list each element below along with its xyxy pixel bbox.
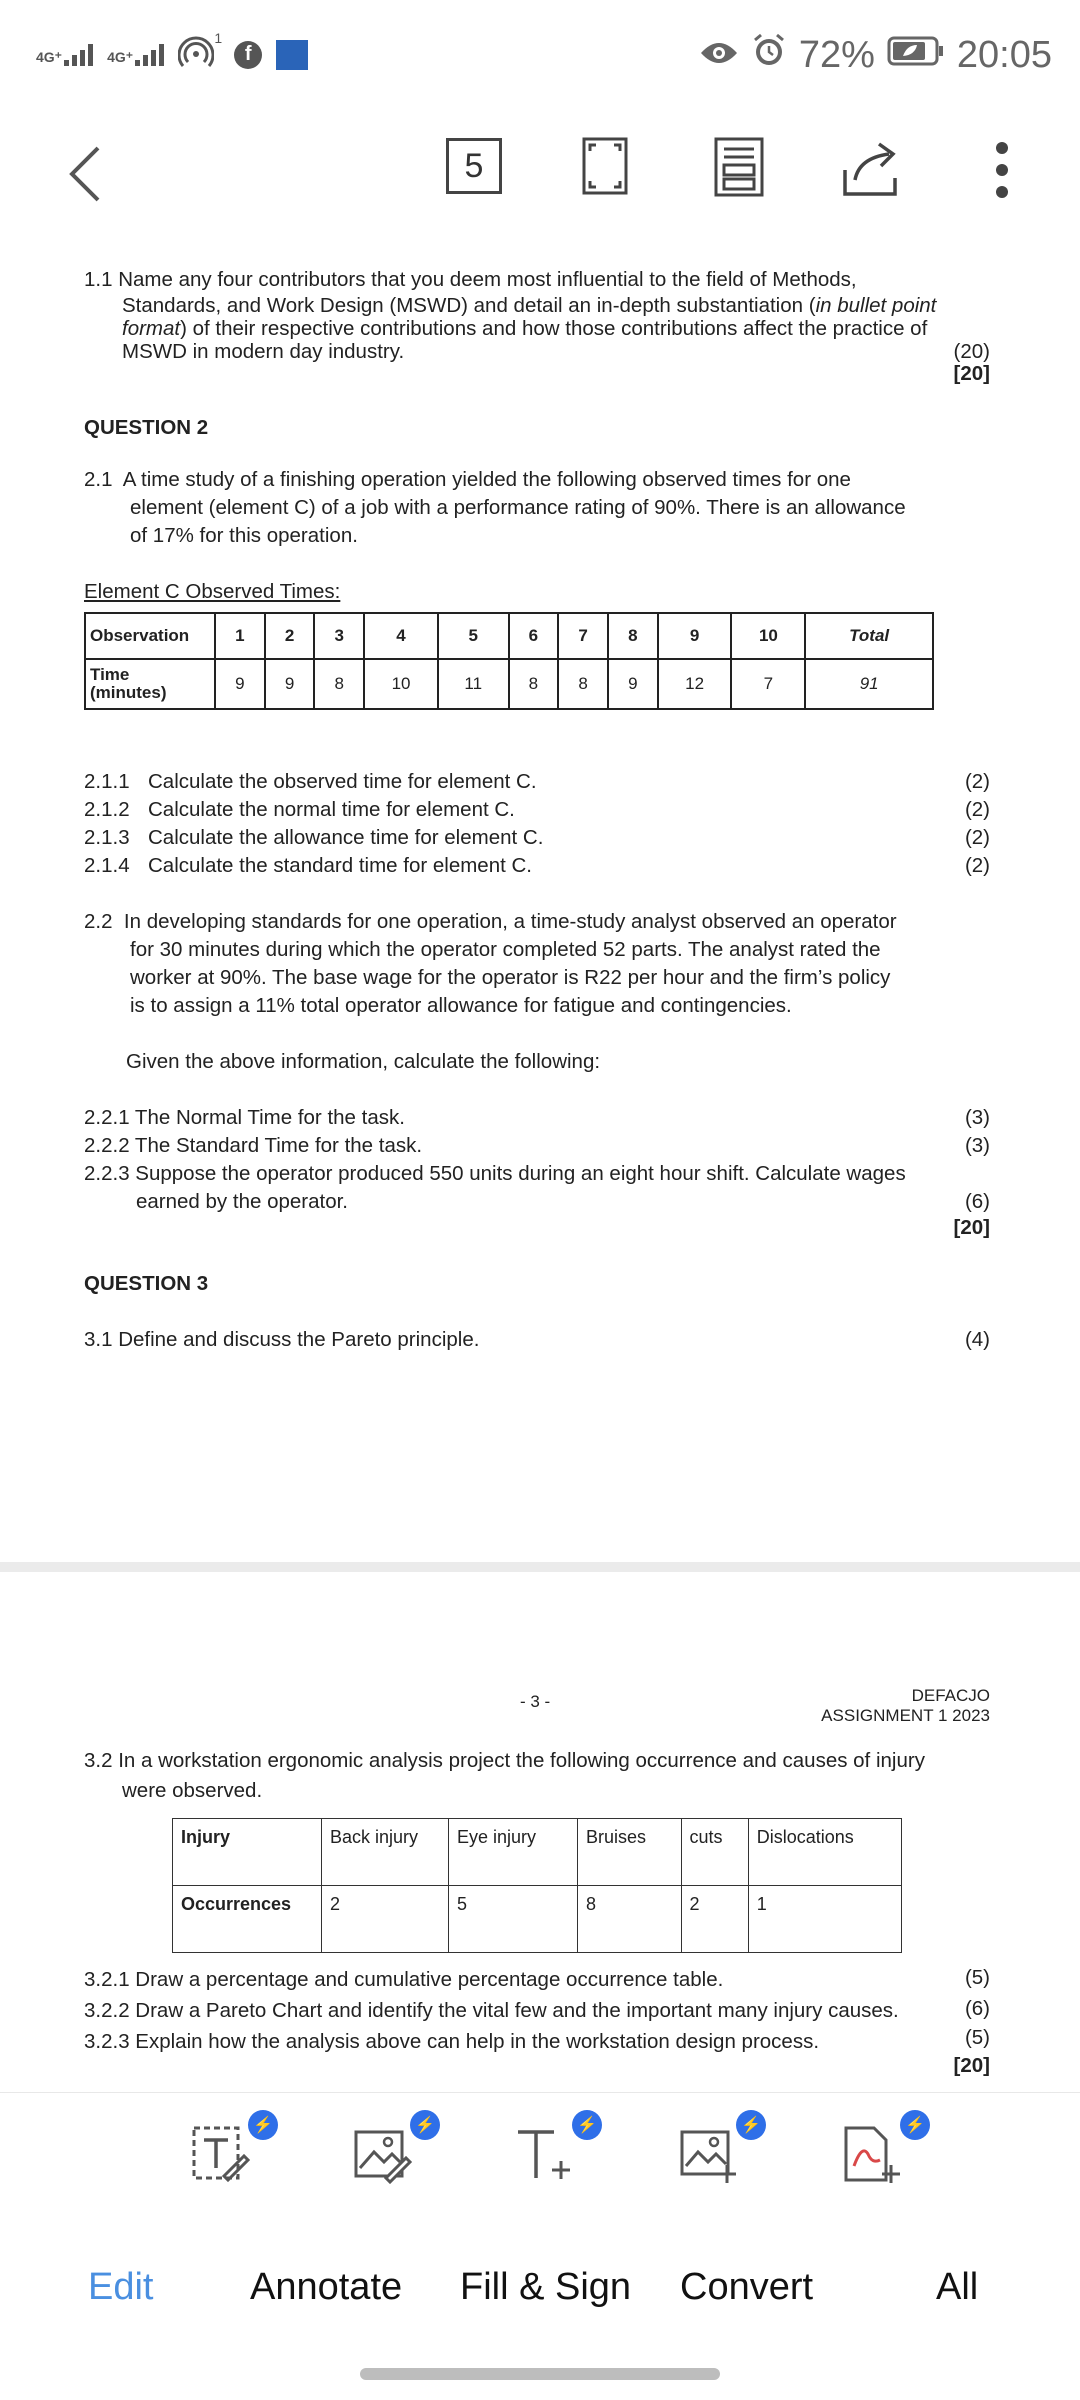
list-item: 3.2.1 Draw a percentage and cumulative percentage occurrence table. — [84, 1968, 724, 1991]
table-cell: 8 — [314, 659, 364, 709]
mark-2-1-2: (2) — [964, 798, 990, 821]
question-3-heading: QUESTION 3 — [84, 1272, 209, 1295]
table-header-cell: 9 — [658, 613, 732, 659]
question-1-1: 1.1 Name any four contributors that you deem most influential to the field of Methods, Standards, and Work Design (MSWD) and detail an in-depth substantiation (in bullet point format) of their respective contributions and how those contributions affect the practice of MSWD in modern day industry. — [84, 268, 937, 363]
table-row — [85, 659, 933, 709]
network-indicator-1: 4G⁺ — [36, 44, 93, 66]
list-item: 2.1.2 Calculate the normal time for element C. — [84, 798, 515, 821]
table-header-cell: Total — [805, 613, 933, 659]
list-item: 2.1.4 Calculate the standard time for element C. — [84, 854, 532, 877]
network-indicator-2: 4G⁺ — [107, 44, 164, 66]
viewer-toolbar — [0, 110, 1080, 241]
table-header-cell: Observation — [85, 613, 215, 659]
edit-text-icon — [190, 2124, 250, 2184]
mark-1-1: (20) — [953, 340, 990, 363]
mark-2-1-1: (2) — [964, 770, 990, 793]
eye-icon — [699, 34, 739, 77]
home-indicator[interactable] — [360, 2368, 720, 2380]
document-page — [0, 240, 1080, 1562]
page-header-right: DEFACJO ASSIGNMENT 1 2023 — [821, 1686, 990, 1725]
table-header-cell: 3 — [314, 613, 364, 659]
question-2-2: 2.2 In developing standards for one operation, a time-study analyst observed an operator for 30 minutes during which the operator completed 52 parts. The analyst rated the worker at 90%. The base wage for the operator is R22 per hour and the firm’s policy is to assign a 11% total operator allowance for fatigue and contingencies. — [84, 910, 897, 1017]
more-vertical-icon — [994, 140, 1010, 200]
premium-badge-icon: ⚡ — [900, 2110, 930, 2140]
bottom-tab-bar — [0, 2224, 1080, 2354]
table-header-cell: 6 — [509, 613, 559, 659]
injury-table — [172, 1818, 902, 1953]
table-header-row — [173, 1819, 902, 1886]
table-header-cell: 7 — [558, 613, 608, 659]
tab-edit[interactable]: Edit — [88, 2266, 154, 2308]
table-cell: 7 — [731, 659, 805, 709]
edit-image-tool[interactable] — [352, 2117, 435, 2186]
list-item: 2.1.1 Calculate the observed time for element C. — [84, 770, 537, 793]
alarm-icon — [751, 32, 787, 78]
table-caption: Element C Observed Times: — [84, 580, 341, 603]
table-header-cell: Back injury — [322, 1819, 449, 1886]
sub-questions-3-2 — [84, 1964, 1004, 2057]
question-1-total: [20] — [953, 362, 990, 385]
table-header-cell: 8 — [608, 613, 658, 659]
share-button[interactable] — [838, 134, 902, 200]
list-item: 2.1.3 Calculate the allowance time for element C. — [84, 826, 544, 849]
add-text-icon — [514, 2124, 574, 2184]
table-cell: 2 — [322, 1886, 449, 1953]
question-2-1: 2.1 A time study of a finishing operation yielded the following observed times for one element (element C) of a job with a performance rating of 90%. There is an allowance of 17% for this operation. — [84, 468, 906, 547]
table-header-cell: 2 — [265, 613, 315, 659]
hotspot-icon: 1 — [178, 36, 214, 73]
table-cell: 9 — [215, 659, 265, 709]
add-image-icon — [678, 2124, 738, 2184]
instruction-text: Given the above information, calculate the following: — [126, 1050, 601, 1073]
battery-icon — [887, 34, 945, 77]
mark-3-2-3: (5) — [964, 2026, 990, 2049]
chevron-left-icon — [66, 144, 102, 204]
reading-mode-button[interactable] — [714, 136, 764, 198]
document-view-icon — [714, 137, 764, 197]
table-header-cell: Injury — [173, 1819, 322, 1886]
list-item: 2.2.1 The Normal Time for the task. — [84, 1106, 405, 1129]
table-header-cell: 1 — [215, 613, 265, 659]
list-item: 2.2.3 Suppose the operator produced 550 units during an eight hour shift. Calculate wages — [84, 1162, 906, 1185]
premium-badge-icon: ⚡ — [736, 2110, 766, 2140]
premium-badge-icon: ⚡ — [410, 2110, 440, 2140]
table-row-label: Occurrences — [173, 1886, 322, 1953]
edit-image-icon — [352, 2124, 412, 2184]
table-header-cell: Dislocations — [748, 1819, 901, 1886]
list-item: 2.2.2 The Standard Time for the task. — [84, 1134, 423, 1157]
signal-icon — [135, 44, 164, 66]
premium-badge-icon: ⚡ — [572, 2110, 602, 2140]
mark-2-2-3: (6) — [964, 1190, 990, 1213]
battery-percent: 72% — [798, 33, 875, 76]
table-row — [173, 1886, 902, 1953]
edit-text-tool[interactable] — [190, 2117, 273, 2186]
page-number-button[interactable]: 5 — [446, 138, 502, 194]
table-cell: 9 — [265, 659, 315, 709]
signal-icon — [64, 44, 93, 66]
table-cell: 8 — [509, 659, 559, 709]
fullscreen-icon — [582, 137, 628, 195]
clock: 20:05 — [956, 33, 1052, 76]
question-2-total: [20] — [953, 1216, 990, 1239]
table-header-cell: 4 — [364, 613, 438, 659]
table-header-cell: Eye injury — [449, 1819, 578, 1886]
more-options-button[interactable] — [980, 138, 1024, 202]
observed-times-table — [84, 612, 934, 710]
page-number-footer: - 3 - — [520, 1692, 551, 1711]
table-cell: 2 — [681, 1886, 748, 1953]
table-cell: 8 — [558, 659, 608, 709]
fullscreen-button[interactable] — [582, 136, 628, 196]
table-header-cell: cuts — [681, 1819, 748, 1886]
table-cell: 1 — [748, 1886, 901, 1953]
question-3-2: 3.2 In a workstation ergonomic analysis project the following occurrence and causes of injury were observed. — [84, 1749, 925, 1802]
tab-fill-sign[interactable]: Fill & Sign — [460, 2266, 632, 2308]
tab-convert[interactable]: Convert — [680, 2266, 814, 2308]
mark-3-2-2: (6) — [964, 1997, 990, 2020]
question-3-total: [20] — [953, 2054, 990, 2077]
question-3-1: 3.1 Define and discuss the Pareto principle. — [84, 1328, 480, 1351]
mark-2-2-2: (3) — [964, 1134, 990, 1157]
document-page — [0, 1572, 1080, 2092]
status-bar — [0, 0, 1080, 110]
mark-3-2-1: (5) — [964, 1966, 990, 1989]
table-header-cell: Bruises — [578, 1819, 682, 1886]
table-cell: 12 — [658, 659, 732, 709]
mark-3-1: (4) — [964, 1328, 990, 1351]
add-text-tool[interactable] — [514, 2117, 597, 2186]
table-header-cell: 10 — [731, 613, 805, 659]
mark-2-1-3: (2) — [964, 826, 990, 849]
mark-2-1-4: (2) — [964, 854, 990, 877]
page-separator — [0, 1562, 1080, 1572]
app-notification-icon — [276, 40, 308, 70]
list-item: 3.2.2 Draw a Pareto Chart and identify the vital few and the important many injury causes. — [84, 1999, 899, 2022]
mark-2-2-1: (3) — [964, 1106, 990, 1129]
tab-all[interactable]: All — [936, 2266, 979, 2308]
create-pdf-icon — [842, 2124, 902, 2184]
table-row-label: Time (minutes) — [85, 659, 215, 709]
facebook-icon: f — [234, 41, 262, 69]
add-image-tool[interactable] — [678, 2117, 761, 2186]
table-header-row — [85, 613, 933, 659]
table-cell: 11 — [438, 659, 509, 709]
sub-questions-2-1 — [84, 768, 984, 880]
table-cell: 91 — [805, 659, 933, 709]
table-header-cell: 5 — [438, 613, 509, 659]
premium-badge-icon: ⚡ — [248, 2110, 278, 2140]
table-cell: 8 — [578, 1886, 682, 1953]
back-button[interactable] — [54, 134, 114, 214]
table-cell: 5 — [449, 1886, 578, 1953]
table-cell: 9 — [608, 659, 658, 709]
sub-questions-2-2: 2.2.1 The Normal Time for the task. 2.2.2 The Standard Time for the task. 2.2.3 Suppose the operator produced 550 units during an eight hour shift. Calculate wages earned by the operator. — [84, 1104, 984, 1216]
share-icon — [839, 136, 901, 198]
create-pdf-tool[interactable] — [842, 2117, 925, 2186]
question-2-heading: QUESTION 2 — [84, 416, 209, 439]
table-cell: 10 — [364, 659, 438, 709]
list-item: 3.2.3 Explain how the analysis above can help in the workstation design process. — [84, 2030, 820, 2053]
tab-annotate[interactable]: Annotate — [250, 2266, 403, 2308]
